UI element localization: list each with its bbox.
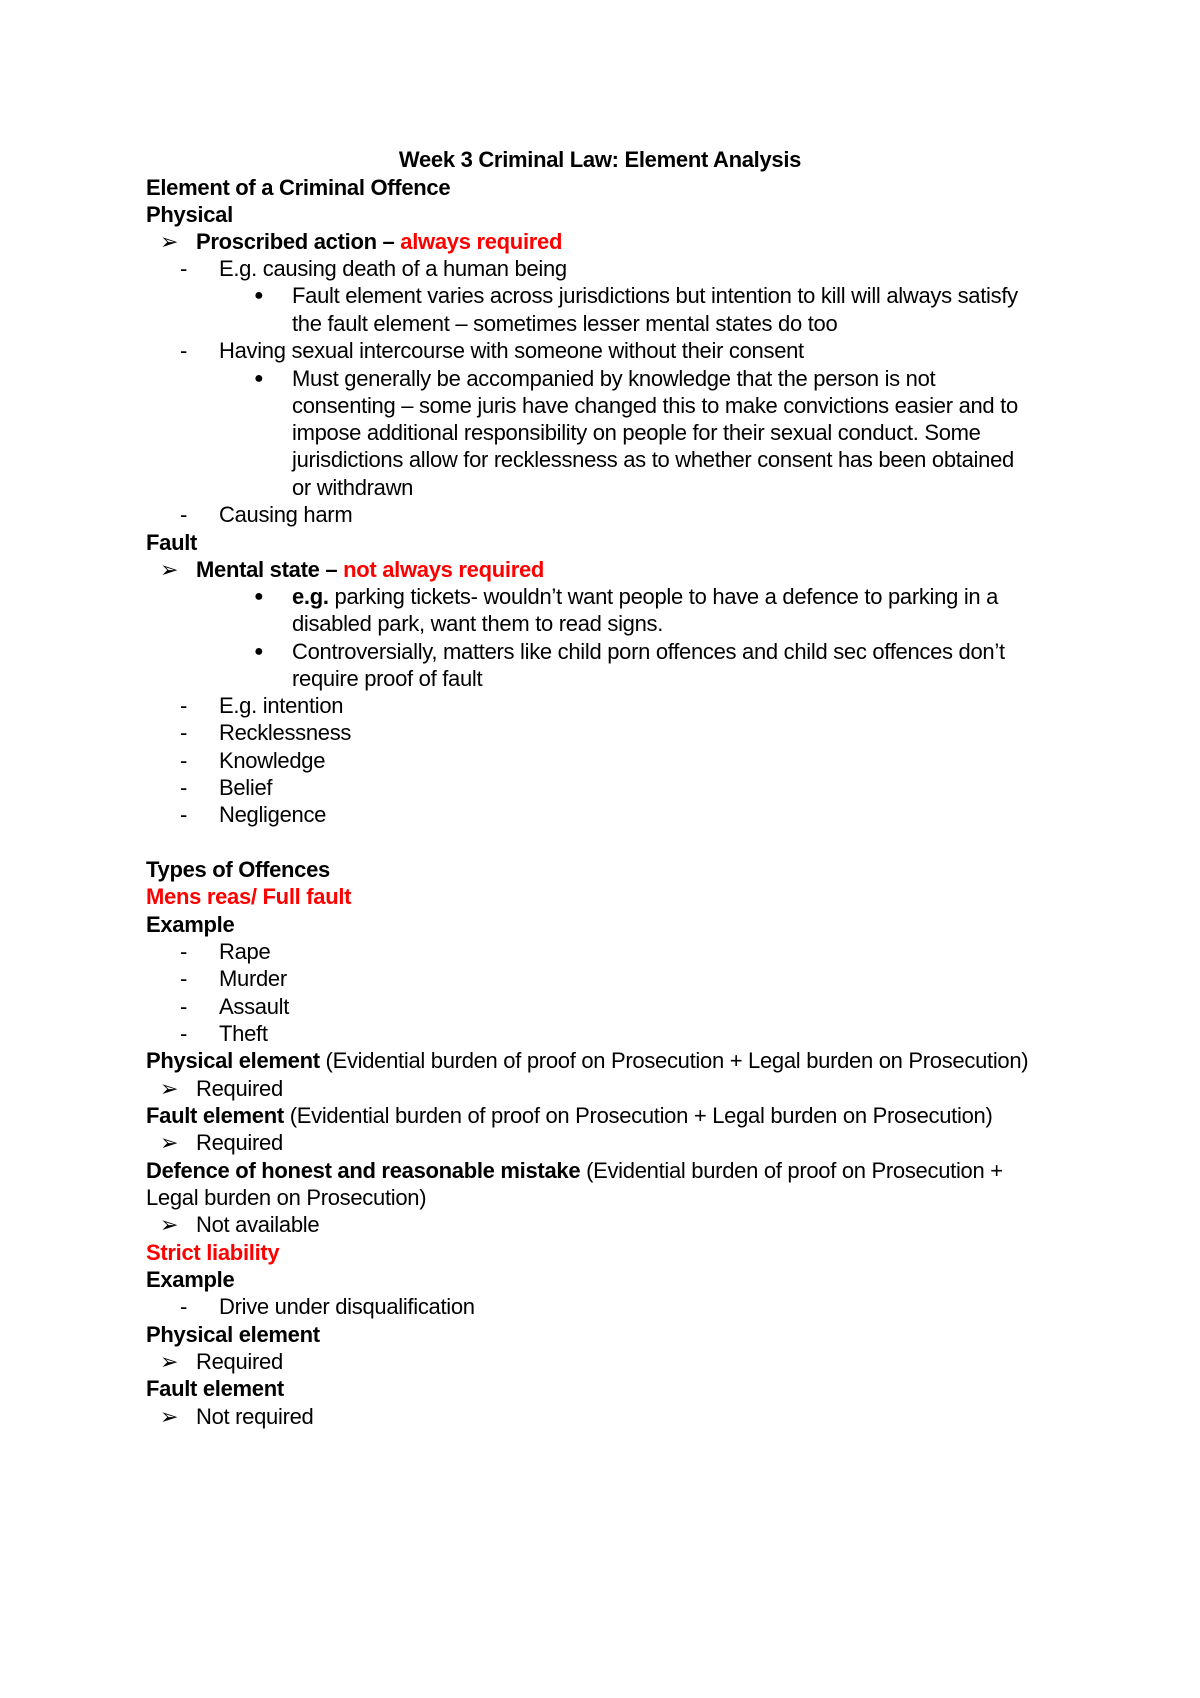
dot-bullet-icon: ● — [254, 588, 264, 605]
fault-element-line: Fault element (Evidential burden of proof on Prosecution + Legal burden on Prosecution) — [146, 1103, 993, 1128]
controversially-line-2: require proof of fault — [292, 666, 483, 691]
controversially-line-1: Controversially, matters like child porn offences and child sec offences don’t — [292, 639, 1005, 664]
arrow-bullet-icon: ➢ — [160, 557, 179, 582]
parking-line-1: e.g. parking tickets- wouldn’t want people to have a defence to parking in a — [292, 584, 999, 609]
eg-death-item: E.g. causing death of a human being — [219, 256, 567, 281]
example-item: Assault — [219, 994, 290, 1019]
example-item: Theft — [219, 1021, 268, 1046]
mental-state-item: Mental state – not always required — [196, 557, 545, 582]
drive-item: Drive under disqualification — [219, 1294, 475, 1319]
dash-bullet-icon: - — [180, 775, 188, 800]
causing-harm-item: Causing harm — [219, 502, 353, 527]
heading-example-2: Example — [146, 1267, 235, 1292]
fault-list-item: Negligence — [219, 802, 327, 827]
example-item: Rape — [219, 939, 271, 964]
fault-varies-line-1: Fault element varies across jurisdictions but intention to kill will always satisfy — [292, 283, 1018, 308]
dash-bullet-icon: - — [180, 693, 188, 718]
not-available-item: Not available — [196, 1212, 320, 1237]
arrow-bullet-icon: ➢ — [160, 229, 179, 254]
fault-list-item: E.g. intention — [219, 693, 344, 718]
dash-bullet-icon: - — [180, 748, 188, 773]
arrow-bullet-icon: ➢ — [160, 1212, 179, 1237]
dot-bullet-icon: ● — [254, 643, 264, 660]
arrow-bullet-icon: ➢ — [160, 1404, 179, 1429]
parking-line-2: disabled park, want them to read signs. — [292, 611, 664, 636]
heading-physical-element-2: Physical element — [146, 1322, 320, 1347]
required-item: Required — [196, 1130, 283, 1155]
proscribed-action-item: Proscribed action – always required — [196, 229, 563, 254]
knowledge-line-3: impose additional responsibility on people for their sexual conduct. Some — [292, 420, 981, 445]
required-item: Required — [196, 1349, 283, 1374]
heading-example: Example — [146, 912, 235, 937]
dash-bullet-icon: - — [180, 502, 188, 527]
dash-bullet-icon: - — [180, 720, 188, 745]
knowledge-line-5: or withdrawn — [292, 475, 414, 500]
dash-bullet-icon: - — [180, 338, 188, 363]
defence-line-2: Legal burden on Prosecution) — [146, 1185, 427, 1210]
sexual-intercourse-item: Having sexual intercourse with someone without their consent — [219, 338, 804, 363]
heading-strict-liability: Strict liability — [146, 1240, 280, 1265]
dot-bullet-icon: ● — [254, 370, 264, 387]
dash-bullet-icon: - — [180, 1294, 188, 1319]
dot-bullet-icon: ● — [254, 287, 264, 304]
not-required-item: Not required — [196, 1404, 314, 1429]
heading-physical: Physical — [146, 202, 233, 227]
dash-bullet-icon: - — [180, 1021, 188, 1046]
dash-bullet-icon: - — [180, 939, 188, 964]
knowledge-line-4: jurisdictions allow for recklessness as to whether consent has been obtained — [292, 447, 1014, 472]
arrow-bullet-icon: ➢ — [160, 1349, 179, 1374]
defence-line-1: Defence of honest and reasonable mistake (Evidential burden of proof on Prosecution + — [146, 1158, 1003, 1183]
heading-fault-element-2: Fault element — [146, 1376, 284, 1401]
heading-fault: Fault — [146, 530, 198, 555]
fault-list-item: Recklessness — [219, 720, 352, 745]
heading-mens-rea: Mens reas/ Full fault — [146, 884, 352, 909]
dash-bullet-icon: - — [180, 256, 188, 281]
knowledge-line-1: Must generally be accompanied by knowledge that the person is not — [292, 366, 936, 391]
dash-bullet-icon: - — [180, 994, 188, 1019]
heading-types-of-offences: Types of Offences — [146, 857, 330, 882]
arrow-bullet-icon: ➢ — [160, 1076, 179, 1101]
fault-varies-line-2: the fault element – sometimes lesser mental states do too — [292, 311, 838, 336]
dash-bullet-icon: - — [180, 966, 188, 991]
fault-list-item: Belief — [219, 775, 273, 800]
arrow-bullet-icon: ➢ — [160, 1130, 179, 1155]
required-item: Required — [196, 1076, 283, 1101]
knowledge-line-2: consenting – some juris have changed this to make convictions easier and to — [292, 393, 1018, 418]
example-item: Murder — [219, 966, 287, 991]
heading-element-of-offence: Element of a Criminal Offence — [146, 175, 451, 200]
physical-element-line: Physical element (Evidential burden of proof on Prosecution + Legal burden on Prosecution) — [146, 1048, 1029, 1073]
fault-list-item: Knowledge — [219, 748, 326, 773]
document-title: Week 3 Criminal Law: Element Analysis — [398, 147, 802, 172]
dash-bullet-icon: - — [180, 802, 188, 827]
